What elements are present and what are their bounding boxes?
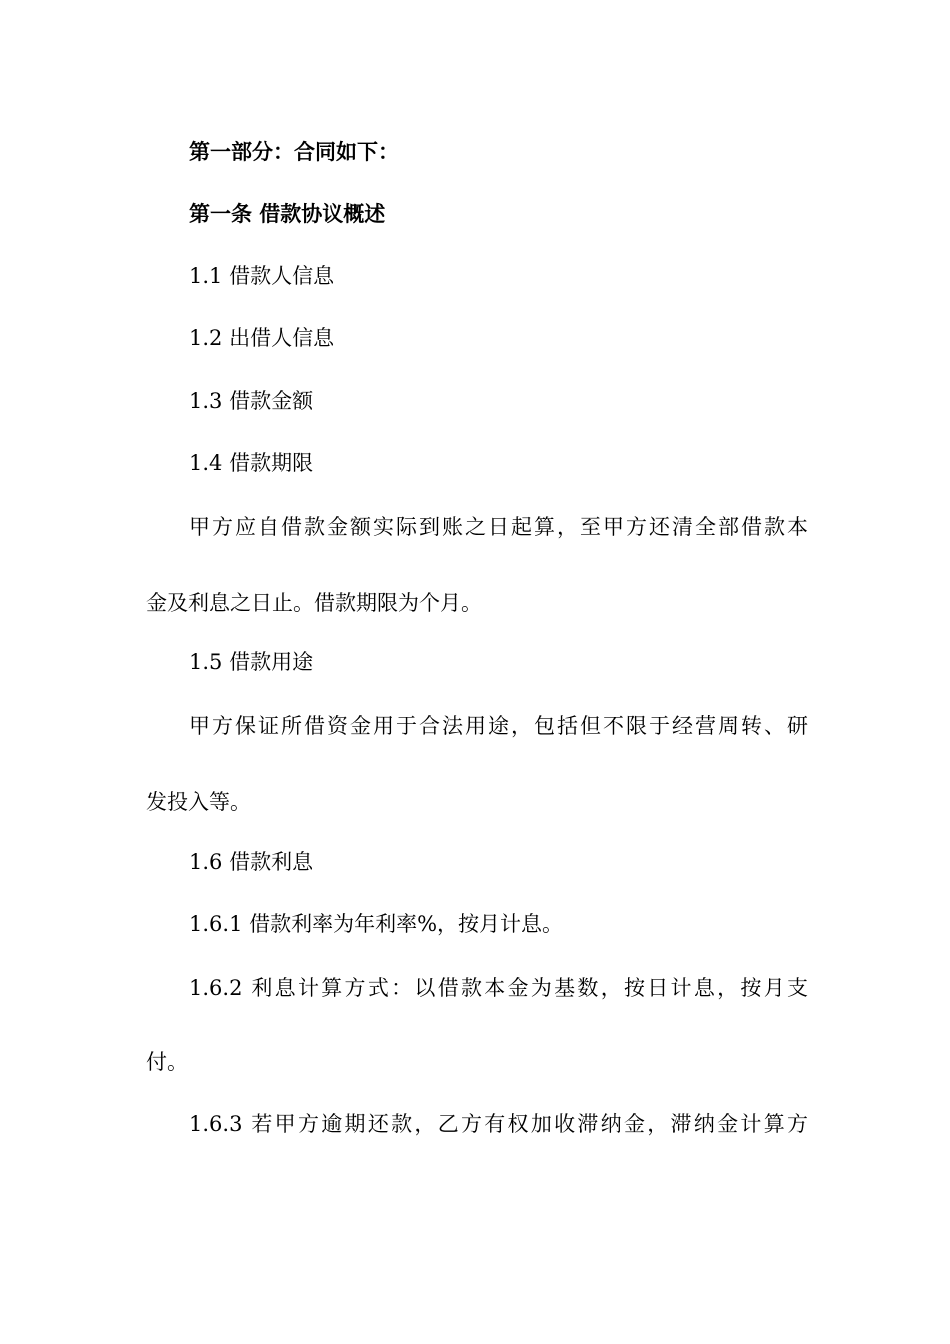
section-1-6: 1.6 借款利息 — [189, 850, 314, 874]
section-1-6-2-line-1: 1.6.2 利息计算方式：以借款本金为基数，按日计息，按月支 — [189, 976, 808, 1000]
section-1-3: 1.3 借款金额 — [189, 389, 314, 413]
use-paragraph-line-2: 发投入等。 — [146, 790, 251, 814]
use-paragraph-line-1: 甲方保证所借资金用于合法用途，包括但不限于经营周转、研 — [189, 714, 808, 738]
section-1-6-2-line-2: 付。 — [146, 1050, 188, 1074]
section-1-1: 1.1 借款人信息 — [189, 264, 335, 288]
term-paragraph-line-2: 金及利息之日止。借款期限为个月。 — [146, 591, 482, 615]
article-heading: 第一条 借款协议概述 — [189, 202, 386, 226]
section-1-6-3-line-1: 1.6.3 若甲方逾期还款，乙方有权加收滞纳金，滞纳金计算方 — [189, 1112, 808, 1136]
part-heading: 第一部分：合同如下： — [189, 140, 399, 164]
section-1-2: 1.2 出借人信息 — [189, 326, 335, 350]
section-1-6-1: 1.6.1 借款利率为年利率%，按月计息。 — [189, 912, 564, 936]
term-paragraph-line-1: 甲方应自借款金额实际到账之日起算，至甲方还清全部借款本 — [189, 515, 808, 539]
section-1-4: 1.4 借款期限 — [189, 451, 314, 475]
section-1-5: 1.5 借款用途 — [189, 650, 314, 674]
